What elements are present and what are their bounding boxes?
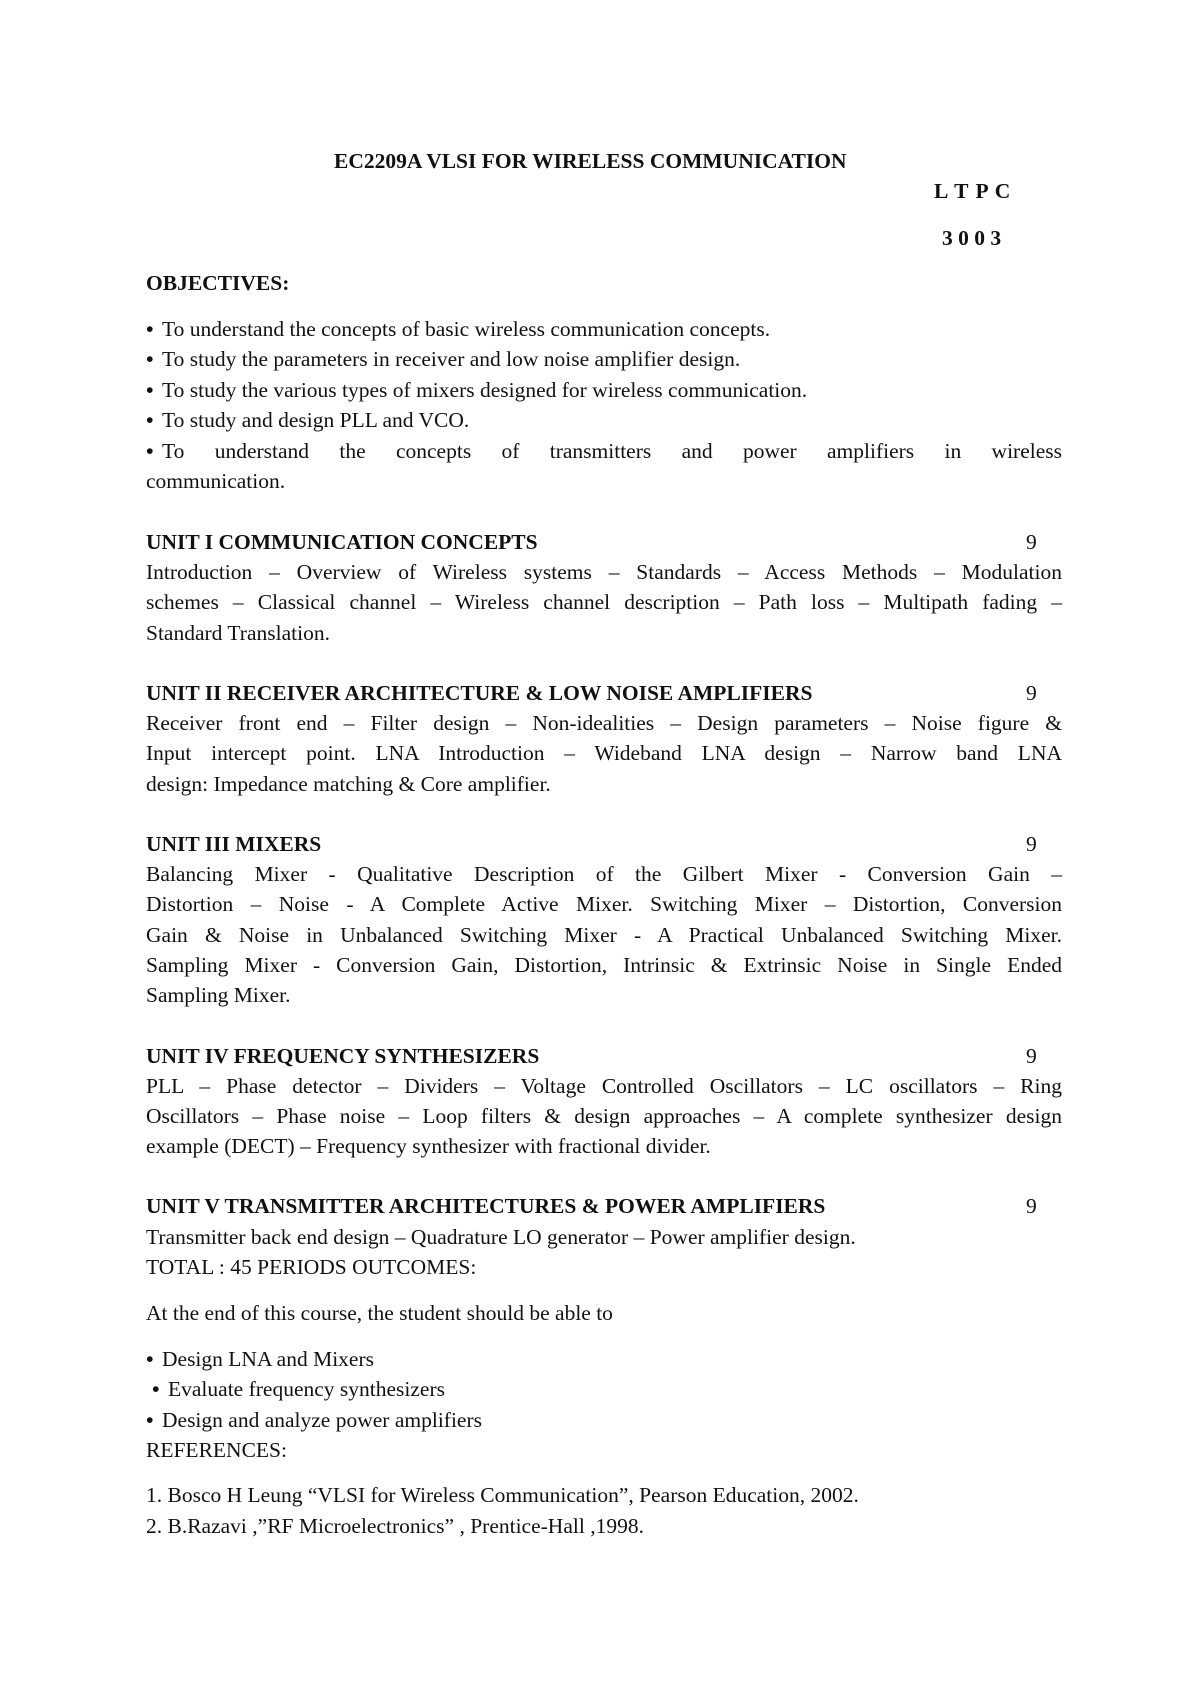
unit-hours: 9: [1026, 530, 1037, 554]
unit-text-line: Standard Translation.: [146, 621, 330, 645]
bullet-icon: [146, 439, 162, 463]
unit-hours: 9: [1026, 1194, 1037, 1218]
unit-heading: UNIT I COMMUNICATION CONCEPTS: [146, 530, 538, 554]
unit-heading: UNIT II RECEIVER ARCHITECTURE & LOW NOISE AMPLIFIERS: [146, 681, 813, 705]
unit-text-line: PLL – Phase detector – Dividers – Voltage Controlled Oscillators – LC oscillators – Ring: [146, 1074, 1062, 1098]
unit-text-line: Oscillators – Phase noise – Loop filters & design approaches – A complete synthesizer design: [146, 1104, 1062, 1128]
unit-text-line: Sampling Mixer.: [146, 983, 291, 1007]
unit-text-line: design: Impedance matching & Core amplifier.: [146, 772, 551, 796]
unit-heading: UNIT V TRANSMITTER ARCHITECTURES & POWER AMPLIFIERS: [146, 1194, 826, 1218]
objective-item: • To study and design PLL and VCO.: [146, 405, 1062, 435]
unit-text-line: Introduction – Overview of Wireless systems – Standards – Access Methods – Modulation: [146, 560, 1062, 584]
objective-item: • To study the parameters in receiver and low noise amplifier design.: [146, 344, 1062, 374]
ltpc-values: 3 0 0 3: [942, 226, 1002, 250]
unit-hours: 9: [1026, 832, 1037, 856]
unit-heading: UNIT III MIXERS: [146, 832, 322, 856]
outcome-item: • Evaluate frequency synthesizers: [152, 1374, 1068, 1404]
course-title: EC2209A VLSI FOR WIRELESS COMMUNICATION: [334, 149, 847, 173]
unit-text-line: schemes – Classical channel – Wireless channel description – Path loss – Multipath fading –: [146, 590, 1062, 614]
unit-hours: 9: [1026, 681, 1037, 705]
objective-item: • To understand the concepts of basic wireless communication concepts.: [146, 314, 1062, 344]
reference-item: 1. Bosco H Leung “VLSI for Wireless Communication”, Pearson Education, 2002.: [146, 1483, 859, 1507]
objective-item-line: To understand the concepts of transmitters and power amplifiers in wireless: [162, 439, 1062, 463]
unit-text-line: Receiver front end – Filter design – Non-idealities – Design parameters – Noise figure &: [146, 711, 1062, 735]
reference-item: 2. B.Razavi ,”RF Microelectronics” , Prentice-Hall ,1998.: [146, 1514, 644, 1538]
unit-text-line: Input intercept point. LNA Introduction – Wideband LNA design – Narrow band LNA: [146, 741, 1062, 765]
objective-item-continuation: communication.: [146, 469, 286, 493]
outcome-item: • Design and analyze power amplifiers: [146, 1405, 1062, 1435]
objective-item: [146, 436, 1062, 466]
unit-text-line: Transmitter back end design – Quadrature LO generator – Power amplifier design.: [146, 1225, 856, 1249]
references-heading: REFERENCES:: [146, 1438, 287, 1462]
unit-hours: 9: [1026, 1044, 1037, 1068]
unit-text-line: Sampling Mixer - Conversion Gain, Distortion, Intrinsic & Extrinsic Noise in Single Ended: [146, 953, 1062, 977]
outcome-item: • Design LNA and Mixers: [146, 1344, 1062, 1374]
unit-text-line: example (DECT) – Frequency synthesizer with fractional divider.: [146, 1134, 711, 1158]
ltpc-label: L T P C: [934, 179, 1011, 203]
outcomes-intro: At the end of this course, the student should be able to: [146, 1301, 613, 1325]
unit-text-line: Balancing Mixer - Qualitative Description of the Gilbert Mixer - Conversion Gain –: [146, 862, 1062, 886]
unit-heading: UNIT IV FREQUENCY SYNTHESIZERS: [146, 1044, 540, 1068]
objectives-heading: OBJECTIVES:: [146, 271, 290, 295]
objective-item: • To study the various types of mixers designed for wireless communication.: [146, 375, 1062, 405]
total-periods: TOTAL : 45 PERIODS OUTCOMES:: [146, 1255, 477, 1279]
unit-text-line: Gain & Noise in Unbalanced Switching Mixer - A Practical Unbalanced Switching Mixer.: [146, 923, 1062, 947]
unit-text-line: Distortion – Noise - A Complete Active Mixer. Switching Mixer – Distortion, Conversion: [146, 892, 1062, 916]
